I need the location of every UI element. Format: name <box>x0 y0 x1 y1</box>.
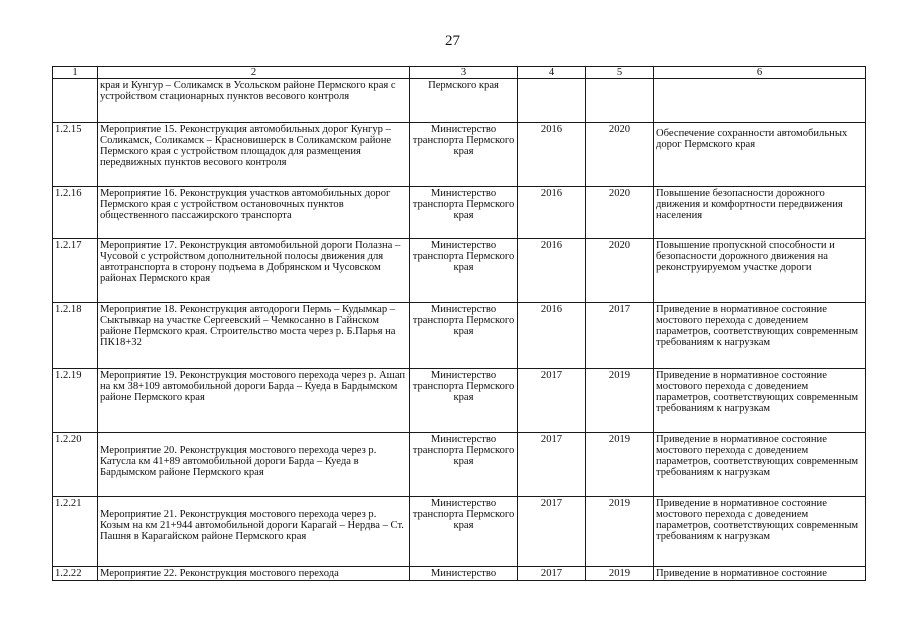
executor: Пермского края <box>410 79 518 123</box>
start-year: 2016 <box>518 187 586 239</box>
table-row <box>53 187 866 239</box>
table-row <box>53 567 866 581</box>
table-header-row <box>53 67 866 79</box>
measure-name: края и Кунгур – Соликамск в Усольском районе Пермского края с устройством стационарных пунктов весового контроля <box>98 79 410 123</box>
row-number: 1.2.20 <box>53 433 98 497</box>
measures-table <box>52 66 866 581</box>
expected-result: Повышение пропускной способности и безопасности дорожного движения на реконструируемом участке дороги <box>654 239 866 303</box>
row-number: 1.2.17 <box>53 239 98 303</box>
end-year: 2017 <box>586 303 654 369</box>
table-row <box>53 239 866 303</box>
end-year: 2020 <box>586 123 654 187</box>
executor: Министерство транспорта Пермского края <box>410 497 518 567</box>
end-year: 2019 <box>586 567 654 581</box>
expected-result <box>654 79 866 123</box>
expected-result: Приведение в нормативное состояние мостового перехода с доведением параметров, соответствующих современным требованиям к нагрузкам <box>654 497 866 567</box>
table-row <box>53 79 866 123</box>
expected-result: Повышение безопасности дорожного движения и комфортности передвижения населения <box>654 187 866 239</box>
table-row <box>53 433 866 497</box>
end-year: 2019 <box>586 433 654 497</box>
end-year: 2020 <box>586 187 654 239</box>
executor: Министерство транспорта Пермского края <box>410 303 518 369</box>
start-year: 2016 <box>518 123 586 187</box>
expected-result: Приведение в нормативное состояние мостового перехода с доведением параметров, соответствующих современным требованиям к нагрузкам <box>654 303 866 369</box>
row-number: 1.2.16 <box>53 187 98 239</box>
measure-name: Мероприятие 21. Реконструкция мостового перехода через р. Козым на км 21+944 автомобильной дороги Карагай – Нердва – Ст. Пашня в Карагайском районе Пермского края <box>98 497 410 567</box>
column-header: 4 <box>518 67 586 79</box>
end-year: 2020 <box>586 239 654 303</box>
executor: Министерство транспорта Пермского края <box>410 123 518 187</box>
column-header: 6 <box>654 67 866 79</box>
column-header: 2 <box>98 67 410 79</box>
expected-result: Обеспечение сохранности автомобильных дорог Пермского края <box>654 123 866 187</box>
column-header: 3 <box>410 67 518 79</box>
start-year: 2017 <box>518 433 586 497</box>
measure-name: Мероприятие 19. Реконструкция мостового перехода через р. Ашап на км 38+109 автомобильной дороги Барда – Куеда в Бардымском районе Пермского края <box>98 369 410 433</box>
start-year: 2016 <box>518 239 586 303</box>
row-number: 1.2.22 <box>53 567 98 581</box>
table-row <box>53 123 866 187</box>
page-number: 27 <box>445 33 460 49</box>
measure-name: Мероприятие 15. Реконструкция автомобильных дорог Кунгур – Соликамск, Соликамск – Красновишерск в Соликамском районе Пермского края с устройством площадок для размещения передвижных пунктов весового контроля <box>98 123 410 187</box>
executor: Министерство транспорта Пермского края <box>410 433 518 497</box>
table-row <box>53 497 866 567</box>
row-number: 1.2.21 <box>53 497 98 567</box>
column-header: 1 <box>53 67 98 79</box>
row-number: 1.2.15 <box>53 123 98 187</box>
start-year: 2017 <box>518 497 586 567</box>
expected-result: Приведение в нормативное состояние мостового перехода с доведением параметров, соответствующих современным требованиям к нагрузкам <box>654 369 866 433</box>
executor: Министерство <box>410 567 518 581</box>
start-year: 2017 <box>518 369 586 433</box>
measure-name: Мероприятие 17. Реконструкция автомобильной дороги Полазна – Чусовой с устройством дополнительной полосы движения для автотранспорта в сторону подъема в Добрянском и Чусовском районах Пермского края <box>98 239 410 303</box>
column-header: 5 <box>586 67 654 79</box>
executor: Министерство транспорта Пермского края <box>410 239 518 303</box>
start-year <box>518 79 586 123</box>
end-year: 2019 <box>586 497 654 567</box>
table-row <box>53 303 866 369</box>
table-row <box>53 369 866 433</box>
executor: Министерство транспорта Пермского края <box>410 369 518 433</box>
start-year: 2016 <box>518 303 586 369</box>
measure-name: Мероприятие 16. Реконструкция участков автомобильных дорог Пермского края с устройством остановочных пунктов общественного пассажирского транспорта <box>98 187 410 239</box>
expected-result: Приведение в нормативное состояние мостового перехода с доведением параметров, соответствующих современным требованиям к нагрузкам <box>654 433 866 497</box>
executor: Министерство транспорта Пермского края <box>410 187 518 239</box>
row-number: 1.2.19 <box>53 369 98 433</box>
row-number <box>53 79 98 123</box>
measure-name: Мероприятие 22. Реконструкция мостового перехода <box>98 567 410 581</box>
measure-name: Мероприятие 20. Реконструкция мостового перехода через р. Катусла км 41+89 автомобильной дороги Барда – Куеда в Бардымском районе Пермского края <box>98 433 410 497</box>
end-year: 2019 <box>586 369 654 433</box>
start-year: 2017 <box>518 567 586 581</box>
measure-name: Мероприятие 18. Реконструкция автодороги Пермь – Кудымкар – Сыктывкар на участке Сергеевский – Чемкосанно в Гайнском районе Пермского края. Строительство моста через р. Б.Парья на ПК18+32 <box>98 303 410 369</box>
end-year <box>586 79 654 123</box>
expected-result: Приведение в нормативное состояние <box>654 567 866 581</box>
row-number: 1.2.18 <box>53 303 98 369</box>
